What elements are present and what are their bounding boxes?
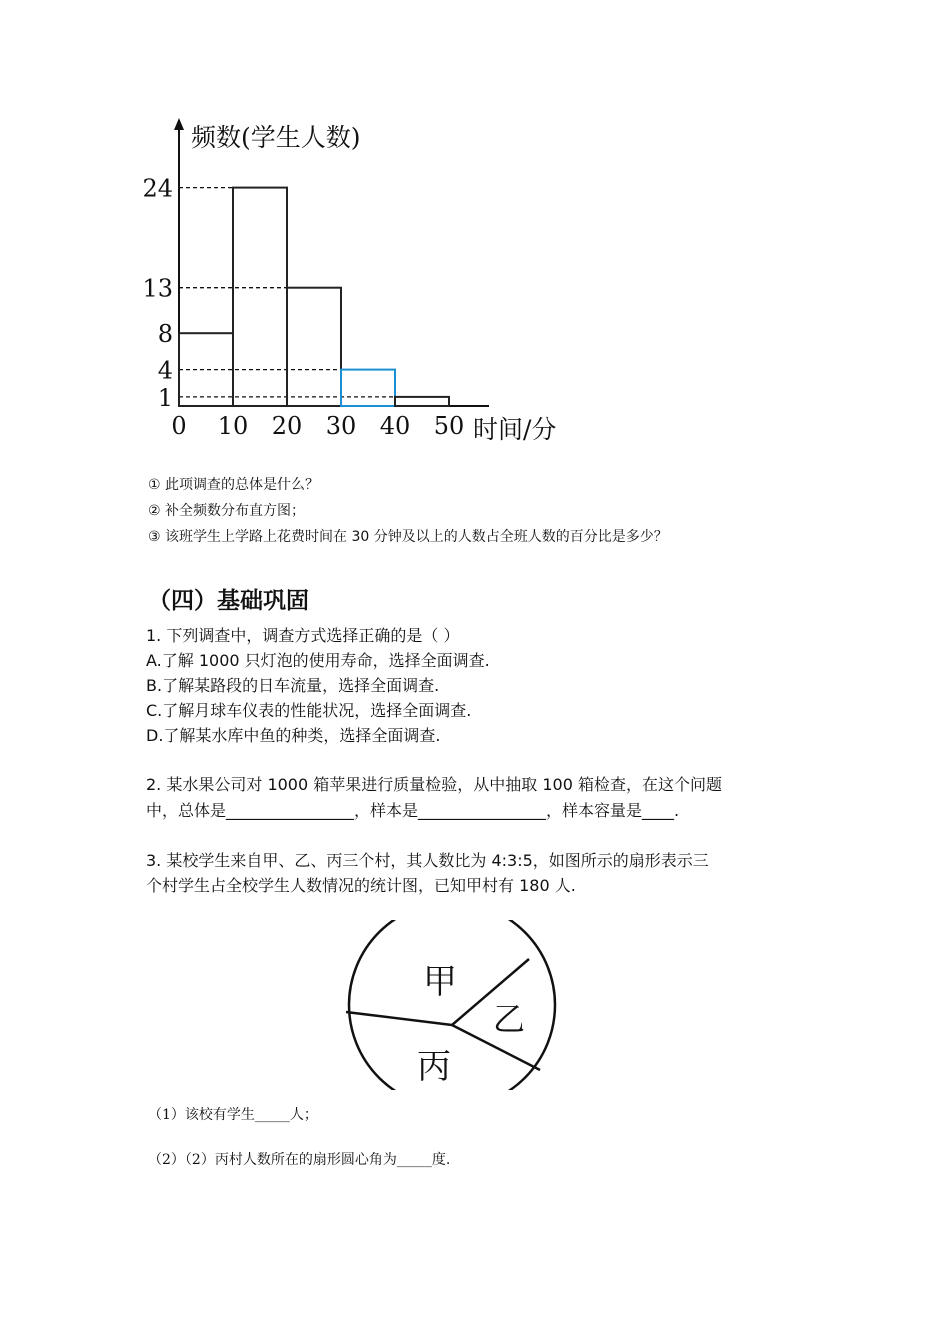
histogram-axes (174, 118, 489, 406)
y-tick-label-1: 4 (157, 356, 173, 385)
histogram-bar-3 (341, 370, 395, 406)
y-tick-label-4: 24 (142, 174, 173, 203)
frequency-histogram (120, 110, 600, 450)
question-1-option-c: C.了解月球车仪表的性能状况，选择全面调查. (146, 701, 472, 720)
village-pie-chart (335, 920, 570, 1090)
question-3-line-1: 3. 某校学生来自甲、乙、丙三个村，其人数比为 4:3:5，如图所示的扇形表示三 (146, 851, 709, 870)
pie-label-bing: 丙 (417, 1047, 451, 1087)
question-2-line-1: 2. 某水果公司对 1000 箱苹果进行质量检验，从中抽取 100 箱检查，在这个问题 (146, 775, 722, 794)
pie-divider-bing-jia (346, 1012, 452, 1025)
question-3-line-2: 个村学生占全校学生人数情况的统计图，已知甲村有 180 人. (146, 876, 576, 895)
x-axis-title: 时间/分 (473, 415, 557, 444)
x-tick-label-2: 20 (271, 412, 303, 440)
question-3-sub-1: （1）该校有学生_____人； (148, 1107, 318, 1123)
x-tick-label-3: 30 (325, 412, 357, 440)
histogram-question-3: ③ 该班学生上学路上花费时间在 30 分钟及以上的人数占全班人数的百分比是多少？ (148, 529, 668, 545)
question-1-option-d: D.了解某水库中鱼的种类，选择全面调查. (146, 726, 441, 745)
x-tick-label-0: 0 (171, 412, 187, 440)
x-tick-label-1: 10 (217, 412, 249, 440)
x-tick-label-5: 50 (433, 412, 465, 440)
question-2-line-2: 中，总体是________________，样本是________________，样本容量是____. (146, 801, 680, 820)
y-axis-title: 频数(学生人数) (191, 123, 361, 152)
histogram-bar-4 (395, 397, 449, 406)
histogram-labels (142, 123, 556, 444)
histogram-bar-2 (287, 288, 341, 406)
x-tick-label-4: 40 (379, 412, 411, 440)
histogram-bars (179, 188, 449, 406)
histogram-question-2: ② 补全频数分布直方图； (148, 503, 306, 519)
section-heading: （四）基础巩固 (148, 587, 309, 614)
question-3-sub-2: （2）（2）丙村人数所在的扇形圆心角为_____度. (148, 1152, 451, 1168)
y-tick-label-0: 1 (157, 383, 173, 412)
y-tick-label-3: 13 (142, 274, 173, 303)
pie-label-yi: 乙 (493, 1000, 526, 1038)
y-tick-label-2: 8 (157, 320, 173, 349)
question-1-option-a: A.了解 1000 只灯泡的使用寿命，选择全面调查. (146, 651, 490, 670)
pie-label-jia: 甲 (423, 962, 457, 1002)
question-1-stem: 1. 下列调查中，调查方式选择正确的是（ ） (146, 626, 460, 645)
y-axis-arrow (174, 118, 184, 130)
question-1-option-b: B.了解某路段的日车流量，选择全面调查. (146, 676, 440, 695)
histogram-question-1: ① 此项调查的总体是什么？ (148, 477, 320, 493)
histogram-bar-1 (233, 188, 287, 406)
